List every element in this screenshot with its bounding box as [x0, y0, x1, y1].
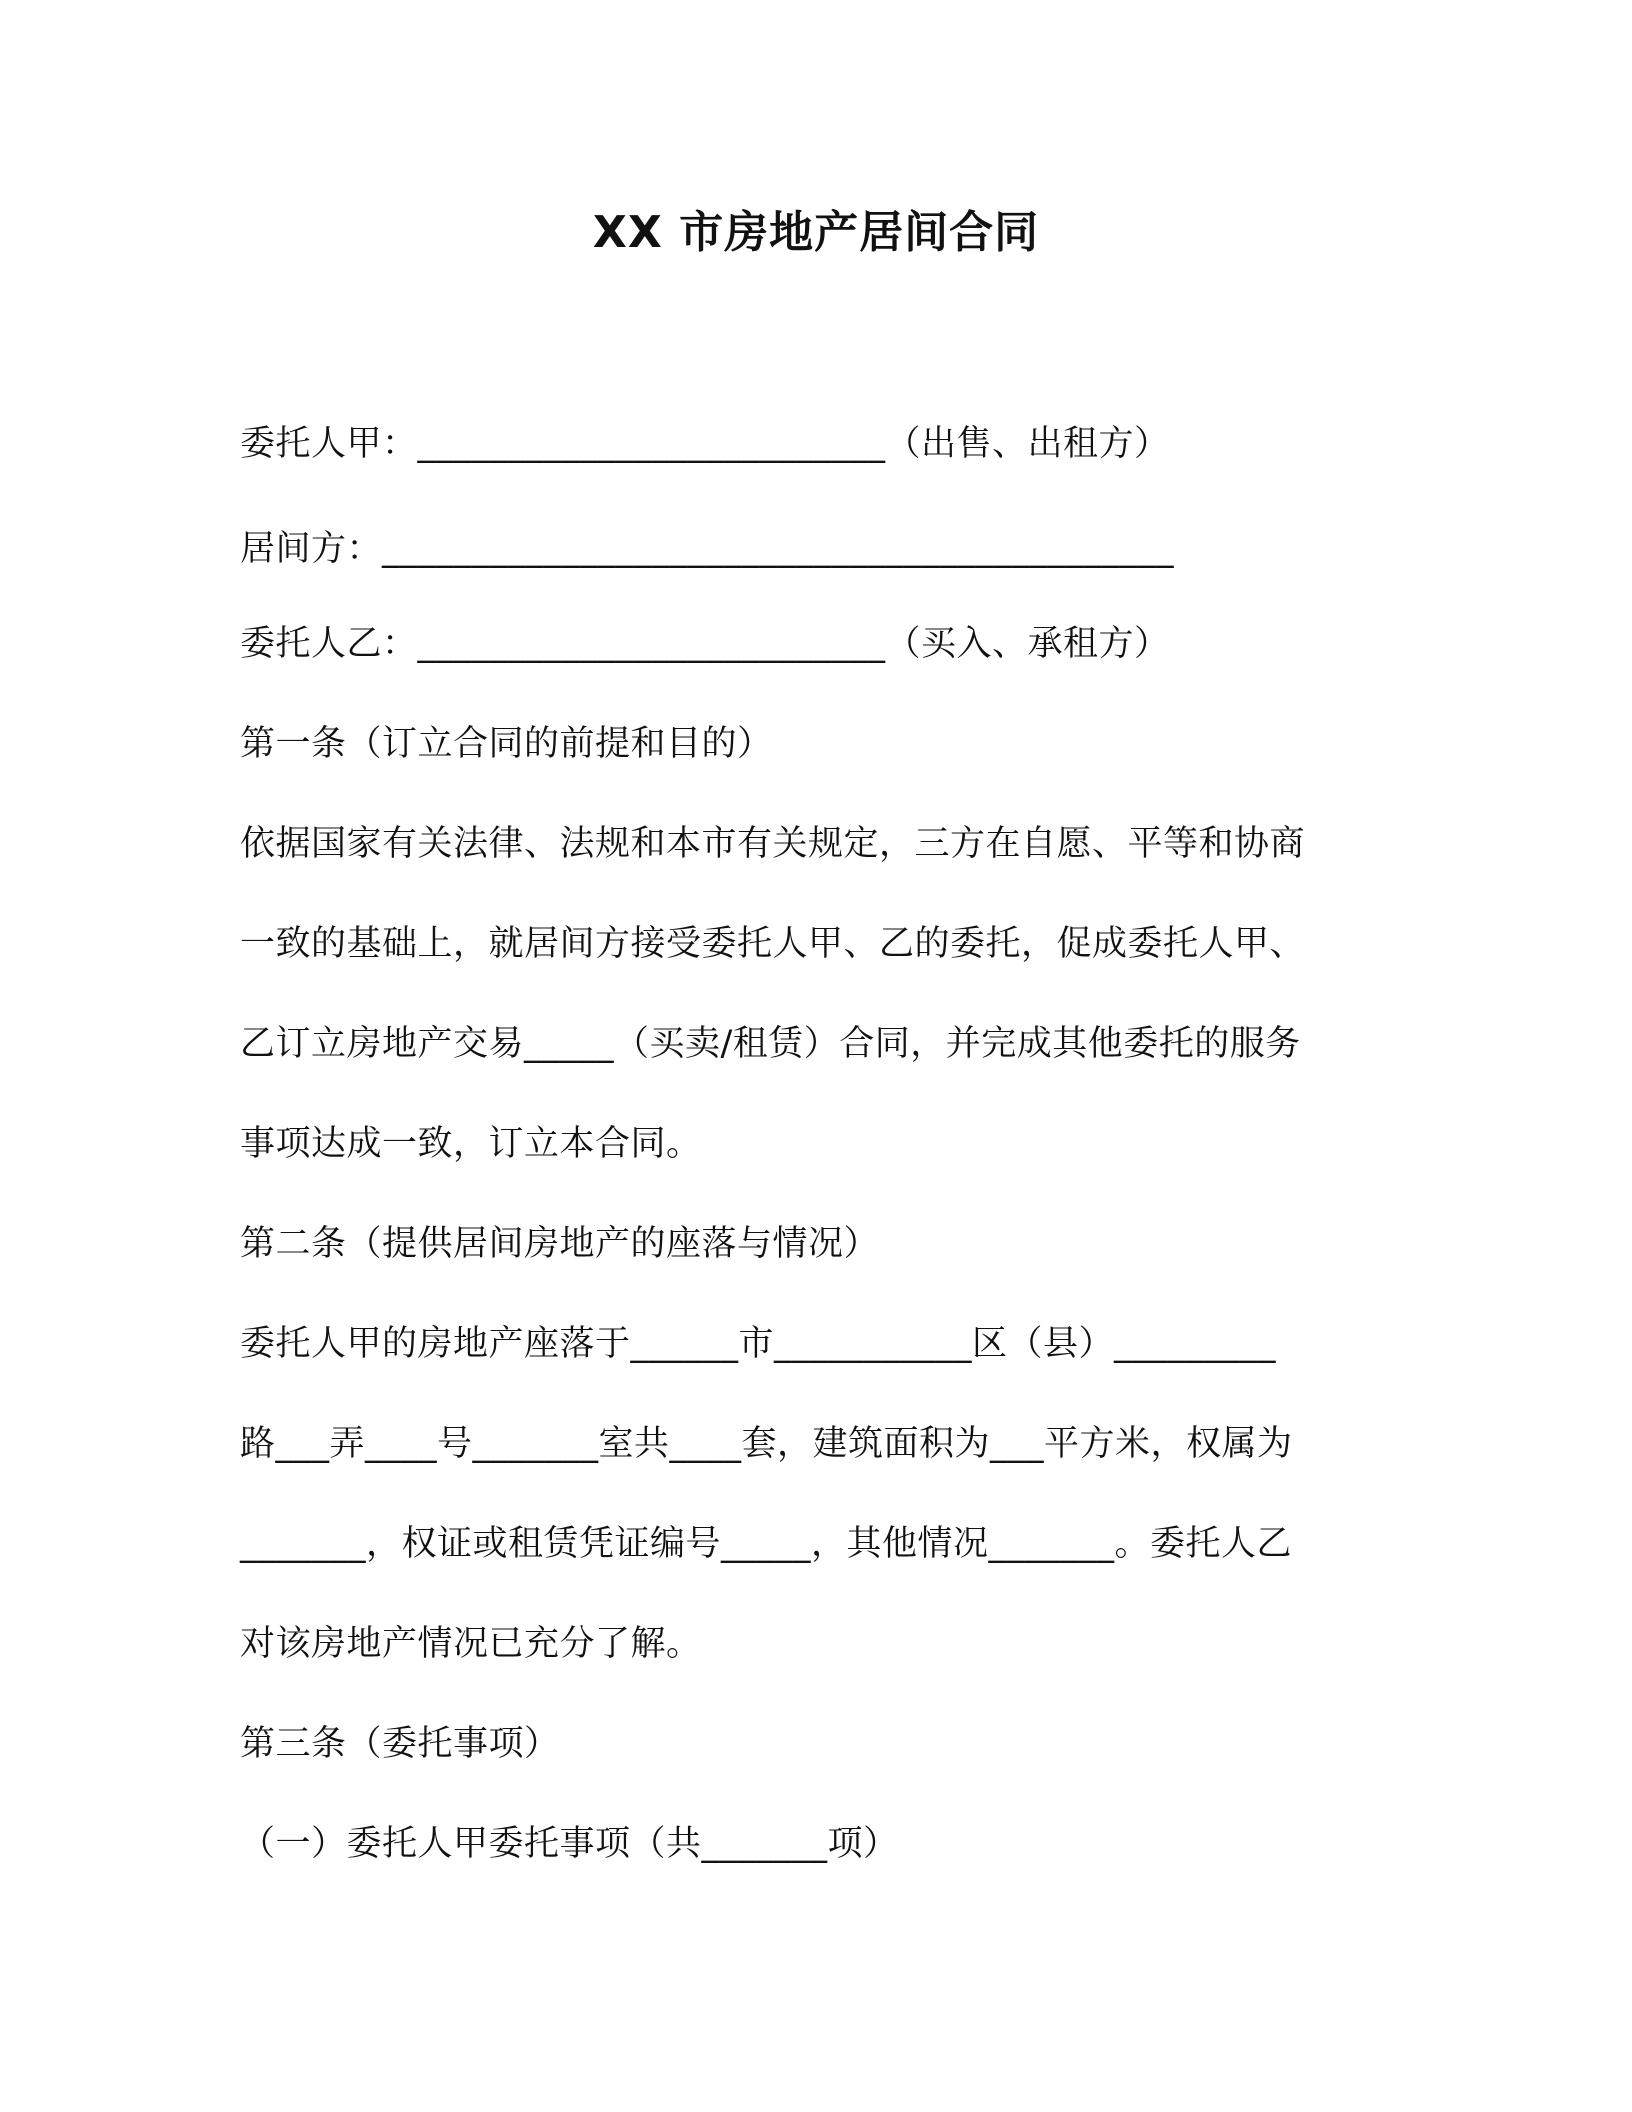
- article-1-text-line-3: 乙订立房地产交易_____（买卖/租赁）合同，并完成其他委托的服务: [240, 1024, 1301, 1064]
- party-a-line: 委托人甲：__________________________（出售、出租方）: [240, 424, 1170, 464]
- article-2-heading: 第二条（提供居间房地产的座落与情况）: [240, 1224, 880, 1264]
- article-1-text-line-1: 依据国家有关法律、法规和本市有关规定，三方在自愿、平等和协商: [240, 824, 1306, 864]
- article-3-heading: 第三条（委托事项）: [240, 1724, 560, 1764]
- article-1-text-line-4: 事项达成一致，订立本合同。: [240, 1124, 702, 1164]
- article-1-heading: 第一条（订立合同的前提和目的）: [240, 724, 773, 764]
- article-2-text-line-1: 委托人甲的房地产座落于______市___________区（县）_________: [240, 1324, 1277, 1364]
- article-2-text-line-2: 路___弄____号_______室共____套，建筑面积为___平方米，权属为: [240, 1424, 1293, 1464]
- intermediary-line: 居间方：____________________________________________: [240, 529, 1175, 569]
- article-2-text-line-3: _______，权证或租赁凭证编号_____，其他情况_______。委托人乙: [240, 1524, 1293, 1564]
- article-3-item-1: （一）委托人甲委托事项（共_______项）: [240, 1824, 899, 1864]
- article-2-text-line-4: 对该房地产情况已充分了解。: [240, 1624, 702, 1664]
- article-1-text-line-2: 一致的基础上，就居间方接受委托人甲、乙的委托，促成委托人甲、: [240, 924, 1306, 964]
- party-b-line: 委托人乙：__________________________（买入、承租方）: [240, 624, 1170, 664]
- document-title: XX 市房地产居间合同: [592, 207, 1040, 258]
